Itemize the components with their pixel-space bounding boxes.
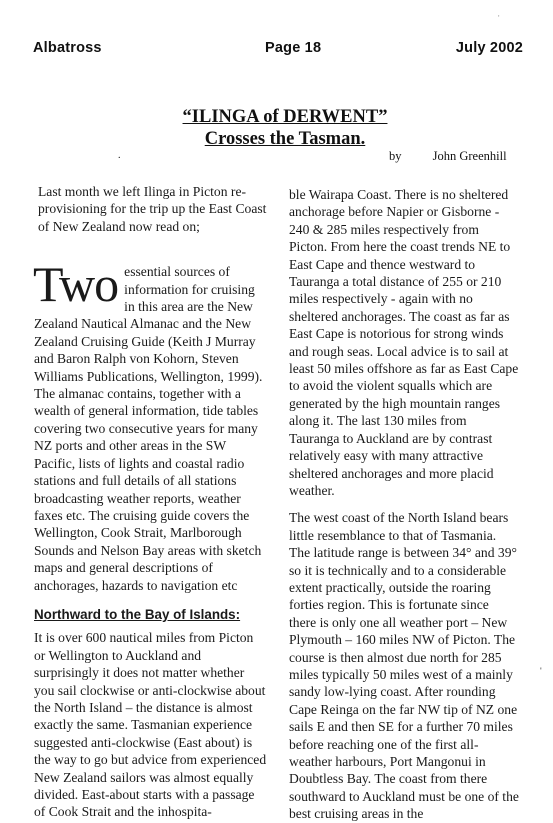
dropcap-paragraph-text: essential sources of information for cruising in this area are the New Zealand Nautical Almanac and the New Zealand Cruising Guide (Keith J Murray and Baron Ralph von Kohorn, Steven Williams Publications, Wellington, 1999). The almanac contains, together with a wealth of general information, tide tables covering two consecutive years for many NZ ports and other areas in the SW Pacific, lists of lights and coastal radio stations and full details of all stations broadcasting weather reports, weather faxes etc. The cruising guide covers the Wellington, Cook Strait, Marlborough Sounds and Nelson Bay areas with sketch maps and general descriptions of anchorages, hazards to navigation etc (34, 264, 263, 593)
byline-by: by (389, 149, 402, 163)
dropcap-word: Two (33, 256, 119, 313)
stray-mark: . (118, 150, 121, 161)
article-title-line-2: Crosses the Tasman. (204, 129, 366, 149)
issue-date: July 2002 (455, 40, 523, 56)
left-paragraph-2: It is over 600 nautical miles from Picton or Wellington to Auckland and surprisingly it does not matter whether you sail clockwise or anti-clockwise about the North Island – the distance is almost exactly the same. Tasmanian experience suggested anti-clockwise (East about) is the way to go but advice from experienced New Zealand sailors was almost equally divided. East-about starts with a passage of Cook Strait and the inhospita- (34, 630, 267, 820)
intro-paragraph: Last month we left Ilinga in Picton re-provisioning for the trip up the East Coast of New Zealand now read on; (38, 184, 267, 234)
dropcap-paragraph (33, 256, 267, 594)
article-title (100, 106, 470, 150)
article-title-line-1: “ILINGA of DERWENT” (182, 107, 388, 127)
byline (389, 149, 507, 164)
right-column (289, 186, 519, 823)
author-name: John Greenhill (432, 149, 507, 163)
page-number: Page 18 (265, 40, 322, 56)
margin-mark: ' (540, 666, 542, 676)
right-paragraph-2: The west coast of the North Island bears little resemblance to that of Tasmania. The latitude range is between 34° and 39° so it is technically and to a considerable extent practically, outside the roaring forties region. This is fortunate since there is only one all weather port – New Plymouth – 160 miles NW of Picton. The course is then almost due north for 285 miles typically 50 miles west of a mainly sandy low-lying coast. After rounding Cape Reinga on the far NW tip of NZ one sails E and then SE for a further 70 miles before reaching one of the first all-weather harbours, Port Mangonui in Doubtless Bay. The coast from there southward to Auckland must be one of the best cruising areas in the (289, 510, 519, 822)
left-column (34, 183, 267, 821)
right-paragraph-1: ble Wairapa Coast. There is no sheltered anchorage before Napier or Gisborne - 240 & 285 miles respectively from Picton. From here the coast trends NE to East Cape and thence westward to Tauranga a total distance of 255 or 210 miles respectively - again with no sheltered anchorages. The coast as far as East Cape is notorious for strong winds and rough seas. Local advice is to sail at least 50 miles offshore as far as East Cape to avoid the violent squalls which are generated by the high mountain ranges along it. The last 130 miles from Tauranga to Auckland are by contrast relatively easy with many attractive sheltered anchorages and more placid weather. (289, 187, 519, 498)
corner-mark: ' (498, 14, 500, 23)
section-heading: Northward to the Bay of Islands: (34, 606, 241, 622)
publication-name: Albatross (33, 40, 102, 56)
